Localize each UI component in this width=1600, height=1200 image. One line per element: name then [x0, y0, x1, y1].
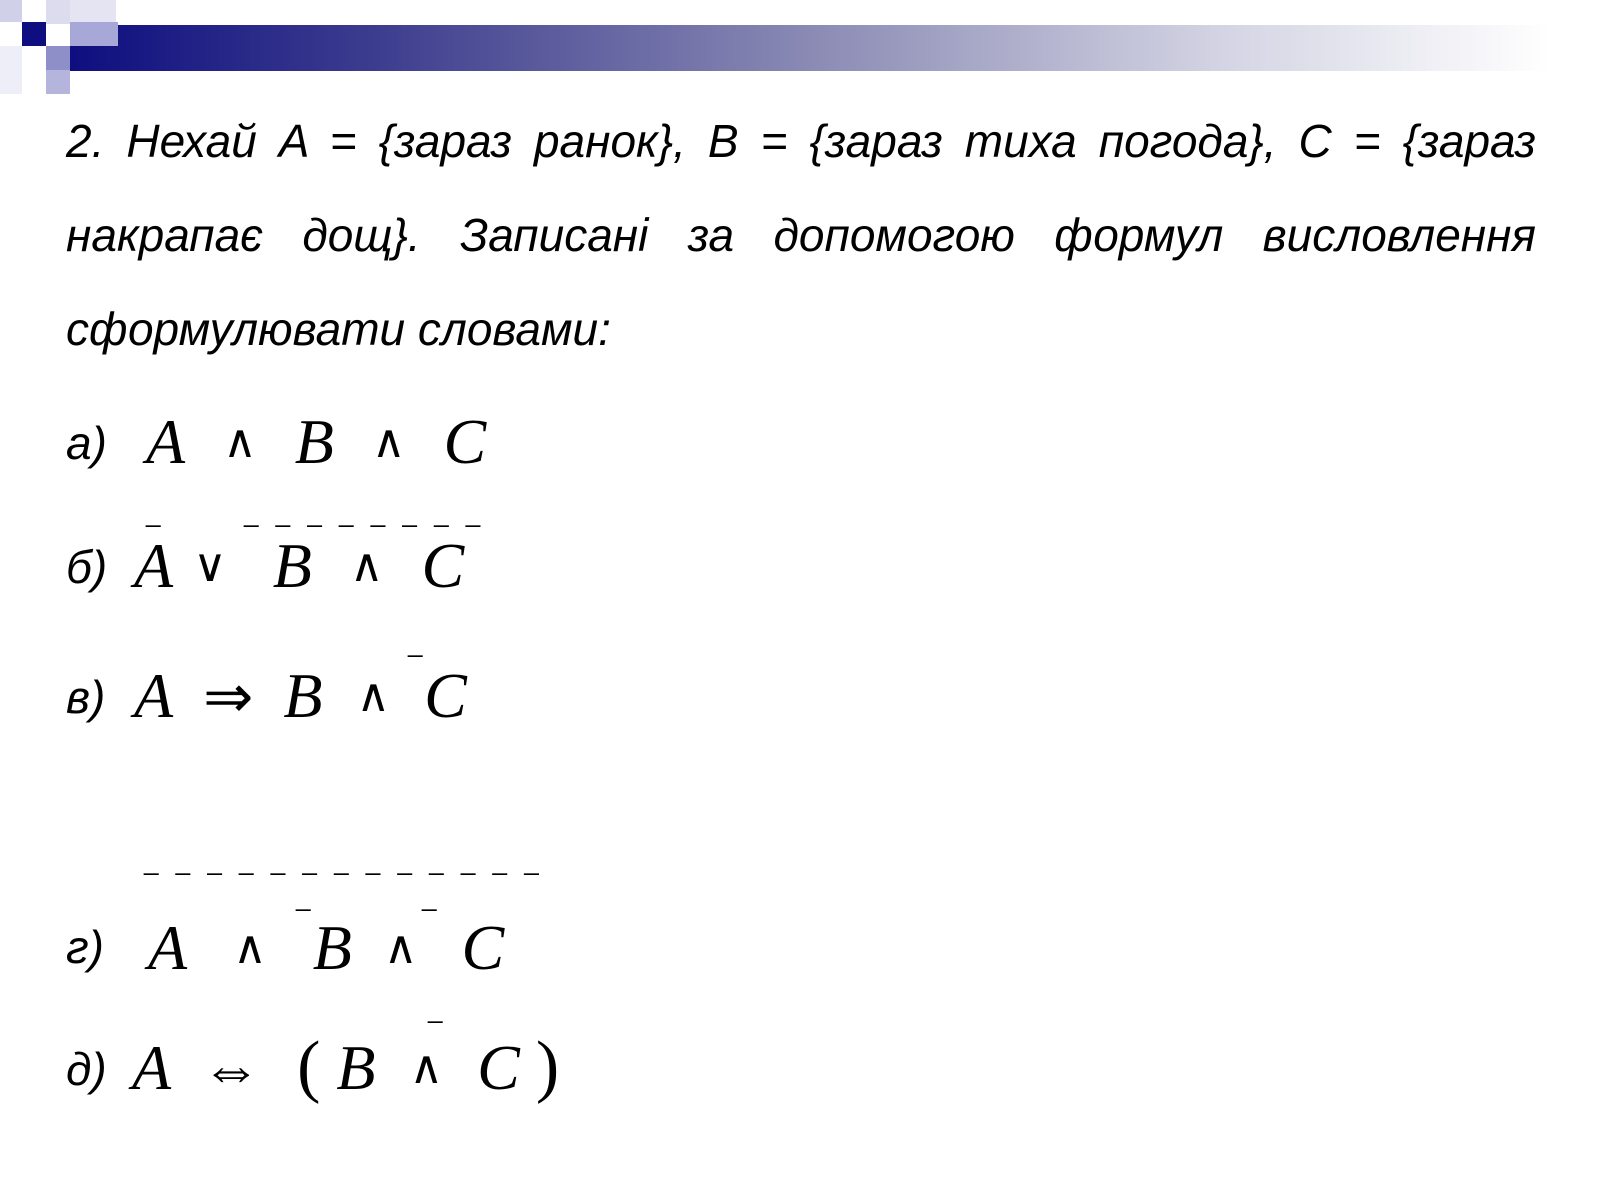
- formula-term: B: [272, 530, 312, 601]
- formula-term: C: [443, 406, 487, 477]
- header-gradient-band: [70, 25, 1550, 71]
- item-label-a: а): [66, 417, 107, 469]
- problem-text: 2. Нехай A = {зараз ранок}, B = {зараз тиха погода}, C = {зараз накрапає дощ}. Записані за допомогою формул висловлення сформулювати словами:: [66, 115, 1536, 355]
- formula-a: [146, 406, 487, 477]
- and-operator: ∧: [356, 670, 391, 721]
- item-label-c: в): [66, 671, 106, 723]
- formula-term: A: [134, 530, 174, 601]
- iff-operator: ⇔: [201, 1036, 262, 1102]
- item-label-b: б): [66, 541, 108, 593]
- and-operator: ∧: [409, 1042, 444, 1093]
- and-operator: ∧: [223, 416, 257, 467]
- formula-term: A: [134, 660, 174, 731]
- decor-square: [22, 22, 46, 46]
- open-paren: (: [297, 1028, 321, 1105]
- and-operator: ∧: [233, 922, 267, 973]
- formula-term: A: [146, 406, 186, 477]
- decor-square: [0, 0, 22, 22]
- formula-term: B: [294, 406, 334, 477]
- or-operator: ∨: [193, 540, 227, 591]
- negation-bar: _: [428, 994, 448, 1024]
- formula-term: B: [312, 912, 352, 983]
- item-label-d: г): [66, 921, 105, 973]
- formula-c: [134, 660, 467, 731]
- formula-term: C: [421, 530, 465, 601]
- formula-term: B: [336, 1032, 376, 1103]
- formula-b: [134, 530, 465, 601]
- negation-bar: _: [422, 882, 442, 912]
- negation-bar: _: [408, 628, 428, 658]
- formula-term: C: [461, 912, 505, 983]
- negation-bar: _: [296, 882, 316, 912]
- close-paren: ): [535, 1028, 560, 1105]
- and-operator: ∧: [371, 416, 406, 467]
- decor-square: [0, 46, 22, 94]
- negation-bar: _ _ _ _ _ _ _ _: [244, 498, 486, 528]
- formula-d: [148, 912, 505, 983]
- formula-term: A: [132, 1032, 172, 1103]
- formula-term: C: [477, 1032, 520, 1103]
- and-operator: ∧: [349, 540, 384, 591]
- implies-operator: ⇒: [203, 664, 254, 730]
- formula-term: B: [283, 660, 323, 731]
- item-label-e: д): [66, 1043, 107, 1095]
- and-operator: ∧: [383, 922, 418, 973]
- formula-term: C: [424, 660, 467, 731]
- decor-square: [46, 0, 70, 24]
- negation-bar: _ _ _ _ _ _ _ _ _ _ _ _ _: [144, 846, 544, 876]
- decor-square: [46, 46, 70, 70]
- negation-bar: _: [146, 498, 166, 528]
- decor-square: [70, 22, 118, 46]
- formula-term: A: [148, 912, 188, 983]
- decor-square: [46, 70, 70, 94]
- formula-e: [132, 1028, 560, 1105]
